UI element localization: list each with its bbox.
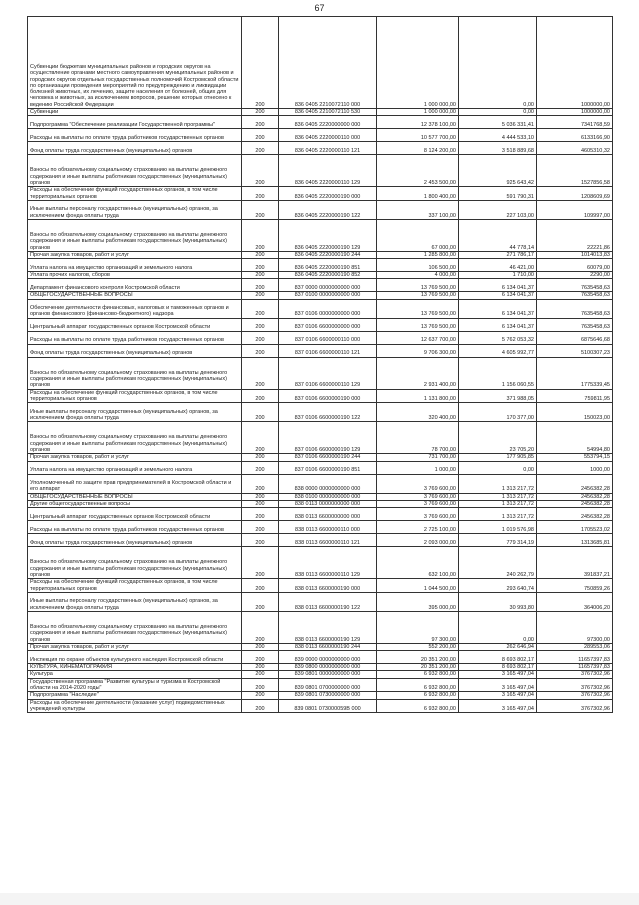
row-executed-amount-cell: 240 262,79 bbox=[459, 547, 537, 579]
table-row bbox=[28, 109, 613, 116]
row-name-cell: Взносы по обязательному социальному страхованию на выплаты денежного содержания и иные выплаты работникам государственных (муниципальных) органов bbox=[28, 155, 242, 187]
table-row bbox=[28, 259, 613, 272]
row-budget-code-cell: 839 0801 0730000000 000 bbox=[279, 692, 377, 699]
row-approved-amount-cell: 12 637 700,00 bbox=[377, 331, 459, 344]
row-remaining-amount-cell: 150023,00 bbox=[537, 403, 613, 422]
row-line-code-cell: 200 bbox=[242, 155, 279, 187]
table-row bbox=[28, 344, 613, 357]
row-budget-code-cell: 837 0106 6600000190 851 bbox=[279, 461, 377, 474]
row-executed-amount-cell: 0,00 bbox=[459, 17, 537, 109]
table-row bbox=[28, 318, 613, 331]
row-name-cell: Фонд оплаты труда государственных (муниципальных) органов bbox=[28, 142, 242, 155]
row-name-cell: Прочая закупка товаров, работ и услуг bbox=[28, 454, 242, 461]
table-row bbox=[28, 219, 613, 251]
row-remaining-amount-cell: 3767302,96 bbox=[537, 671, 613, 678]
row-executed-amount-cell: 44 778,14 bbox=[459, 219, 537, 251]
row-approved-amount-cell: 10 577 700,00 bbox=[377, 129, 459, 142]
row-name-cell: Уплата прочих налогов, сборов bbox=[28, 272, 242, 279]
row-executed-amount-cell: 46 421,00 bbox=[459, 259, 537, 272]
row-approved-amount-cell: 2 725 100,00 bbox=[377, 521, 459, 534]
row-budget-code-cell: 838 0113 6600000110 000 bbox=[279, 521, 377, 534]
row-remaining-amount-cell: 1313685,81 bbox=[537, 534, 613, 547]
row-line-code-cell: 200 bbox=[242, 547, 279, 579]
row-name-cell: Департамент финансового контроля Костромской области bbox=[28, 279, 242, 292]
row-executed-amount-cell: 0,00 bbox=[459, 611, 537, 643]
row-line-code-cell: 200 bbox=[242, 692, 279, 699]
row-line-code-cell: 200 bbox=[242, 389, 279, 403]
row-executed-amount-cell: 177 905,85 bbox=[459, 454, 537, 461]
row-executed-amount-cell: 5 036 331,41 bbox=[459, 116, 537, 129]
row-executed-amount-cell: 1 313 217,72 bbox=[459, 493, 537, 500]
table-row bbox=[28, 500, 613, 507]
row-name-cell: Расходы на выплаты по оплате труда работников государственных органов bbox=[28, 331, 242, 344]
row-name-cell: Иные выплаты персоналу государственных (муниципальных) органов, за исключением фонда оплаты труда bbox=[28, 200, 242, 219]
row-budget-code-cell: 836 0405 2220000190 851 bbox=[279, 259, 377, 272]
row-line-code-cell: 200 bbox=[242, 116, 279, 129]
row-approved-amount-cell: 13 769 500,00 bbox=[377, 292, 459, 299]
row-name-cell: Центральный аппарат государственных органов Костромской области bbox=[28, 318, 242, 331]
row-budget-code-cell: 839 0801 0700000000 000 bbox=[279, 678, 377, 692]
row-line-code-cell: 200 bbox=[242, 251, 279, 258]
row-executed-amount-cell: 4 605 992,77 bbox=[459, 344, 537, 357]
row-executed-amount-cell: 30 993,80 bbox=[459, 592, 537, 611]
row-approved-amount-cell: 4 000,00 bbox=[377, 272, 459, 279]
table-row bbox=[28, 403, 613, 422]
row-line-code-cell: 200 bbox=[242, 200, 279, 219]
row-executed-amount-cell: 23 705,20 bbox=[459, 422, 537, 454]
row-approved-amount-cell: 9 706 300,00 bbox=[377, 344, 459, 357]
row-remaining-amount-cell: 4605310,32 bbox=[537, 142, 613, 155]
row-approved-amount-cell: 3 769 600,00 bbox=[377, 493, 459, 500]
row-name-cell: Фонд оплаты труда государственных (муниципальных) органов bbox=[28, 534, 242, 547]
table-row bbox=[28, 664, 613, 671]
table-row bbox=[28, 643, 613, 650]
row-budget-code-cell: 836 0405 2210072110 530 bbox=[279, 109, 377, 116]
row-line-code-cell: 200 bbox=[242, 422, 279, 454]
row-remaining-amount-cell: 7635458,63 bbox=[537, 299, 613, 318]
row-remaining-amount-cell: 759811,95 bbox=[537, 389, 613, 403]
row-executed-amount-cell: 1 313 217,72 bbox=[459, 500, 537, 507]
row-budget-code-cell: 836 0405 2220000190 129 bbox=[279, 219, 377, 251]
row-approved-amount-cell: 552 200,00 bbox=[377, 643, 459, 650]
row-budget-code-cell: 836 0405 2220000110 121 bbox=[279, 142, 377, 155]
table-row bbox=[28, 461, 613, 474]
row-name-cell: Расходы на обеспечение функций государственных органов, в том числе территориальных органов bbox=[28, 389, 242, 403]
row-name-cell: Расходы на выплаты по оплате труда работников государственных органов bbox=[28, 521, 242, 534]
row-remaining-amount-cell: 60079,00 bbox=[537, 259, 613, 272]
row-line-code-cell: 200 bbox=[242, 219, 279, 251]
row-budget-code-cell: 836 0405 2220000190 000 bbox=[279, 187, 377, 201]
row-remaining-amount-cell: 2456382,28 bbox=[537, 474, 613, 493]
table-row bbox=[28, 155, 613, 187]
row-line-code-cell: 200 bbox=[242, 508, 279, 521]
row-budget-code-cell: 838 0113 6600000110 129 bbox=[279, 547, 377, 579]
row-line-code-cell: 200 bbox=[242, 331, 279, 344]
row-executed-amount-cell: 5 762 053,32 bbox=[459, 331, 537, 344]
row-executed-amount-cell: 1 019 576,98 bbox=[459, 521, 537, 534]
table-row bbox=[28, 678, 613, 692]
row-approved-amount-cell: 3 769 600,00 bbox=[377, 500, 459, 507]
budget-execution-table bbox=[27, 16, 613, 713]
row-approved-amount-cell: 8 124 200,00 bbox=[377, 142, 459, 155]
row-executed-amount-cell: 1 313 217,72 bbox=[459, 508, 537, 521]
row-remaining-amount-cell: 97300,00 bbox=[537, 611, 613, 643]
row-budget-code-cell: 836 0405 2220000190 122 bbox=[279, 200, 377, 219]
row-remaining-amount-cell: 1000000,00 bbox=[537, 109, 613, 116]
row-executed-amount-cell: 170 377,00 bbox=[459, 403, 537, 422]
table-row bbox=[28, 592, 613, 611]
table-row bbox=[28, 699, 613, 713]
row-approved-amount-cell: 1 044 500,00 bbox=[377, 579, 459, 593]
row-executed-amount-cell: 6 134 041,37 bbox=[459, 299, 537, 318]
row-remaining-amount-cell: 2456382,28 bbox=[537, 508, 613, 521]
row-name-cell: Взносы по обязательному социальному страхованию на выплаты денежного содержания и иные выплаты работникам государственных (муниципальных) органов bbox=[28, 357, 242, 389]
row-line-code-cell: 200 bbox=[242, 493, 279, 500]
table-row bbox=[28, 579, 613, 593]
row-name-cell: Взносы по обязательному социальному страхованию на выплаты денежного содержания и иные выплаты работникам государственных (муниципальных) органов bbox=[28, 547, 242, 579]
row-remaining-amount-cell: 22221,86 bbox=[537, 219, 613, 251]
table-body bbox=[28, 17, 613, 713]
row-executed-amount-cell: 591 790,31 bbox=[459, 187, 537, 201]
row-name-cell: Уплата налога на имущество организаций и земельного налога bbox=[28, 259, 242, 272]
row-line-code-cell: 200 bbox=[242, 579, 279, 593]
row-approved-amount-cell: 12 378 100,00 bbox=[377, 116, 459, 129]
row-name-cell: Культура bbox=[28, 671, 242, 678]
table-row bbox=[28, 200, 613, 219]
row-remaining-amount-cell: 3767302,96 bbox=[537, 678, 613, 692]
row-remaining-amount-cell: 2290,00 bbox=[537, 272, 613, 279]
row-executed-amount-cell: 1 710,00 bbox=[459, 272, 537, 279]
row-budget-code-cell: 837 0106 6600000190 122 bbox=[279, 403, 377, 422]
row-executed-amount-cell: 3 165 497,04 bbox=[459, 699, 537, 713]
row-line-code-cell: 200 bbox=[242, 500, 279, 507]
row-budget-code-cell: 837 0106 0000000000 000 bbox=[279, 299, 377, 318]
row-budget-code-cell: 839 0000 0000000000 000 bbox=[279, 651, 377, 664]
row-executed-amount-cell: 6 134 041,37 bbox=[459, 279, 537, 292]
row-approved-amount-cell: 320 400,00 bbox=[377, 403, 459, 422]
row-remaining-amount-cell: 553794,15 bbox=[537, 454, 613, 461]
row-line-code-cell: 200 bbox=[242, 678, 279, 692]
row-line-code-cell: 200 bbox=[242, 454, 279, 461]
row-budget-code-cell: 837 0106 6600000110 121 bbox=[279, 344, 377, 357]
row-approved-amount-cell: 20 351 200,00 bbox=[377, 664, 459, 671]
row-line-code-cell: 200 bbox=[242, 534, 279, 547]
row-remaining-amount-cell: 7635458,63 bbox=[537, 318, 613, 331]
row-line-code-cell: 200 bbox=[242, 259, 279, 272]
row-name-cell: Иные выплаты персоналу государственных (муниципальных) органов, за исключением фонда оплаты труда bbox=[28, 592, 242, 611]
row-approved-amount-cell: 337 100,00 bbox=[377, 200, 459, 219]
row-executed-amount-cell: 0,00 bbox=[459, 461, 537, 474]
row-executed-amount-cell: 4 444 533,10 bbox=[459, 129, 537, 142]
row-line-code-cell: 200 bbox=[242, 17, 279, 109]
row-budget-code-cell: 837 0106 6600000000 000 bbox=[279, 318, 377, 331]
row-approved-amount-cell: 395 000,00 bbox=[377, 592, 459, 611]
table-row bbox=[28, 331, 613, 344]
row-name-cell: Взносы по обязательному социальному страхованию на выплаты денежного содержания и иные выплаты работникам государственных (муниципальных) органов bbox=[28, 422, 242, 454]
row-name-cell: КУЛЬТУРА, КИНЕМАТОГРАФИЯ bbox=[28, 664, 242, 671]
table-row bbox=[28, 17, 613, 109]
row-executed-amount-cell: 8 693 802,17 bbox=[459, 664, 537, 671]
row-name-cell: Подпрограмма "Обеспечение реализации Государственной программы" bbox=[28, 116, 242, 129]
row-line-code-cell: 200 bbox=[242, 279, 279, 292]
row-approved-amount-cell: 731 700,00 bbox=[377, 454, 459, 461]
row-budget-code-cell: 839 0800 0000000000 000 bbox=[279, 664, 377, 671]
row-remaining-amount-cell: 5100307,23 bbox=[537, 344, 613, 357]
table-row bbox=[28, 547, 613, 579]
row-budget-code-cell: 837 0106 6600000190 129 bbox=[279, 422, 377, 454]
row-approved-amount-cell: 1 000 000,00 bbox=[377, 109, 459, 116]
row-name-cell: Взносы по обязательному социальному страхованию на выплаты денежного содержания и иные выплаты работникам государственных (муниципальных) органов bbox=[28, 219, 242, 251]
row-executed-amount-cell: 1 313 217,72 bbox=[459, 474, 537, 493]
row-name-cell: Субвенции bbox=[28, 109, 242, 116]
row-executed-amount-cell: 6 134 041,37 bbox=[459, 318, 537, 331]
row-budget-code-cell: 838 0113 6600000190 122 bbox=[279, 592, 377, 611]
row-line-code-cell: 200 bbox=[242, 292, 279, 299]
row-budget-code-cell: 838 0113 6600000190 129 bbox=[279, 611, 377, 643]
row-line-code-cell: 200 bbox=[242, 699, 279, 713]
row-remaining-amount-cell: 6133166,90 bbox=[537, 129, 613, 142]
table-row bbox=[28, 493, 613, 500]
row-remaining-amount-cell: 1000,00 bbox=[537, 461, 613, 474]
row-line-code-cell: 200 bbox=[242, 474, 279, 493]
table-row bbox=[28, 422, 613, 454]
row-approved-amount-cell: 1 285 800,00 bbox=[377, 251, 459, 258]
row-executed-amount-cell: 1 156 060,55 bbox=[459, 357, 537, 389]
row-remaining-amount-cell: 1014013,83 bbox=[537, 251, 613, 258]
row-remaining-amount-cell: 54994,80 bbox=[537, 422, 613, 454]
row-line-code-cell: 200 bbox=[242, 611, 279, 643]
row-budget-code-cell: 836 0405 2220000000 000 bbox=[279, 116, 377, 129]
row-budget-code-cell: 838 0000 0000000000 000 bbox=[279, 474, 377, 493]
row-budget-code-cell: 837 0100 0000000000 000 bbox=[279, 292, 377, 299]
row-remaining-amount-cell: 1775339,45 bbox=[537, 357, 613, 389]
row-approved-amount-cell: 13 769 500,00 bbox=[377, 279, 459, 292]
row-approved-amount-cell: 6 932 800,00 bbox=[377, 671, 459, 678]
row-name-cell: ОБЩЕГОСУДАРСТВЕННЫЕ ВОПРОСЫ bbox=[28, 493, 242, 500]
row-budget-code-cell: 837 0106 6600000110 000 bbox=[279, 331, 377, 344]
table-row bbox=[28, 611, 613, 643]
row-remaining-amount-cell: 11657397,83 bbox=[537, 664, 613, 671]
row-remaining-amount-cell: 750859,26 bbox=[537, 579, 613, 593]
row-remaining-amount-cell: 11657397,83 bbox=[537, 651, 613, 664]
row-budget-code-cell: 839 0801 073000059В 000 bbox=[279, 699, 377, 713]
row-line-code-cell: 200 bbox=[242, 344, 279, 357]
row-approved-amount-cell: 6 932 800,00 bbox=[377, 692, 459, 699]
row-name-cell: Расходы на обеспечение функций государственных органов, в том числе территориальных органов bbox=[28, 579, 242, 593]
row-remaining-amount-cell: 3767302,96 bbox=[537, 699, 613, 713]
row-remaining-amount-cell: 1000000,00 bbox=[537, 17, 613, 109]
row-executed-amount-cell: 293 640,74 bbox=[459, 579, 537, 593]
row-name-cell: Обеспечение деятельности финансовых, налоговых и таможенных органов и органов финансового (финансово-бюджетного) надзора bbox=[28, 299, 242, 318]
row-budget-code-cell: 838 0100 0000000000 000 bbox=[279, 493, 377, 500]
row-executed-amount-cell: 262 646,94 bbox=[459, 643, 537, 650]
table-row bbox=[28, 692, 613, 699]
row-approved-amount-cell: 78 700,00 bbox=[377, 422, 459, 454]
row-budget-code-cell: 838 0113 0000000000 000 bbox=[279, 500, 377, 507]
row-remaining-amount-cell: 7341768,59 bbox=[537, 116, 613, 129]
row-name-cell: Фонд оплаты труда государственных (муниципальных) органов bbox=[28, 344, 242, 357]
table-row bbox=[28, 272, 613, 279]
row-approved-amount-cell: 6 932 800,00 bbox=[377, 699, 459, 713]
row-line-code-cell: 200 bbox=[242, 664, 279, 671]
table-row bbox=[28, 129, 613, 142]
row-line-code-cell: 200 bbox=[242, 357, 279, 389]
scan-bottom-margin bbox=[0, 893, 639, 905]
row-line-code-cell: 200 bbox=[242, 318, 279, 331]
table-row bbox=[28, 534, 613, 547]
row-remaining-amount-cell: 1705523,02 bbox=[537, 521, 613, 534]
table-row bbox=[28, 389, 613, 403]
row-approved-amount-cell: 2 931 400,00 bbox=[377, 357, 459, 389]
row-remaining-amount-cell: 1208609,69 bbox=[537, 187, 613, 201]
row-approved-amount-cell: 3 769 600,00 bbox=[377, 508, 459, 521]
row-executed-amount-cell: 3 165 497,04 bbox=[459, 692, 537, 699]
row-name-cell: Расходы на обеспечение деятельности (оказание услуг) подведомственных учреждений культуры bbox=[28, 699, 242, 713]
row-budget-code-cell: 837 0106 6600000190 244 bbox=[279, 454, 377, 461]
row-budget-code-cell: 838 0113 6600000190 244 bbox=[279, 643, 377, 650]
row-approved-amount-cell: 67 000,00 bbox=[377, 219, 459, 251]
row-approved-amount-cell: 3 769 600,00 bbox=[377, 474, 459, 493]
row-line-code-cell: 200 bbox=[242, 521, 279, 534]
row-executed-amount-cell: 925 643,42 bbox=[459, 155, 537, 187]
row-approved-amount-cell: 1 000 000,00 bbox=[377, 17, 459, 109]
row-executed-amount-cell: 271 786,17 bbox=[459, 251, 537, 258]
row-line-code-cell: 200 bbox=[242, 129, 279, 142]
row-name-cell: ОБЩЕГОСУДАРСТВЕННЫЕ ВОПРОСЫ bbox=[28, 292, 242, 299]
row-remaining-amount-cell: 2456382,28 bbox=[537, 500, 613, 507]
table-row bbox=[28, 187, 613, 201]
row-name-cell: Взносы по обязательному социальному страхованию на выплаты денежного содержания и иные выплаты работникам государственных (муниципальных) органов bbox=[28, 611, 242, 643]
row-approved-amount-cell: 632 100,00 bbox=[377, 547, 459, 579]
row-approved-amount-cell: 1 000,00 bbox=[377, 461, 459, 474]
row-line-code-cell: 200 bbox=[242, 299, 279, 318]
row-remaining-amount-cell: 109997,00 bbox=[537, 200, 613, 219]
row-line-code-cell: 200 bbox=[242, 403, 279, 422]
row-approved-amount-cell: 13 769 500,00 bbox=[377, 299, 459, 318]
row-name-cell: Прочая закупка товаров, работ и услуг bbox=[28, 643, 242, 650]
table-row bbox=[28, 299, 613, 318]
row-budget-code-cell: 836 0405 2210072110 000 bbox=[279, 17, 377, 109]
row-executed-amount-cell: 227 103,00 bbox=[459, 200, 537, 219]
row-line-code-cell: 200 bbox=[242, 643, 279, 650]
row-remaining-amount-cell: 7635458,63 bbox=[537, 279, 613, 292]
row-executed-amount-cell: 3 165 497,04 bbox=[459, 678, 537, 692]
row-budget-code-cell: 836 0405 2220000190 244 bbox=[279, 251, 377, 258]
row-remaining-amount-cell: 7635458,63 bbox=[537, 292, 613, 299]
row-budget-code-cell: 837 0106 6600000110 129 bbox=[279, 357, 377, 389]
row-remaining-amount-cell: 2456382,28 bbox=[537, 493, 613, 500]
row-name-cell: Подпрограмма "Наследие" bbox=[28, 692, 242, 699]
row-name-cell: Уплата налога на имущество организаций и земельного налога bbox=[28, 461, 242, 474]
row-line-code-cell: 200 bbox=[242, 671, 279, 678]
row-remaining-amount-cell: 364006,20 bbox=[537, 592, 613, 611]
row-budget-code-cell: 839 0801 0000000000 000 bbox=[279, 671, 377, 678]
row-remaining-amount-cell: 1527856,58 bbox=[537, 155, 613, 187]
table-row bbox=[28, 454, 613, 461]
row-executed-amount-cell: 0,00 bbox=[459, 109, 537, 116]
table-row bbox=[28, 251, 613, 258]
table-row bbox=[28, 521, 613, 534]
row-approved-amount-cell: 2 453 500,00 bbox=[377, 155, 459, 187]
row-line-code-cell: 200 bbox=[242, 142, 279, 155]
row-approved-amount-cell: 13 769 500,00 bbox=[377, 318, 459, 331]
row-line-code-cell: 200 bbox=[242, 272, 279, 279]
row-remaining-amount-cell: 3767302,96 bbox=[537, 692, 613, 699]
row-approved-amount-cell: 1 131 800,00 bbox=[377, 389, 459, 403]
row-executed-amount-cell: 779 314,19 bbox=[459, 534, 537, 547]
table-row bbox=[28, 279, 613, 292]
page-number: 67 bbox=[314, 3, 325, 13]
row-budget-code-cell: 836 0405 2220000110 000 bbox=[279, 129, 377, 142]
row-name-cell: Государственная программа "Развитие культуры и туризма в Костромской области на 2014-2020 годы" bbox=[28, 678, 242, 692]
row-name-cell: Иные выплаты персоналу государственных (муниципальных) органов, за исключением фонда оплаты труда bbox=[28, 403, 242, 422]
row-line-code-cell: 200 bbox=[242, 592, 279, 611]
table-row bbox=[28, 116, 613, 129]
row-line-code-cell: 200 bbox=[242, 109, 279, 116]
row-name-cell: Уполномоченный по защите прав предпринимателей в Костромской области и его аппарат bbox=[28, 474, 242, 493]
table-row bbox=[28, 142, 613, 155]
row-name-cell: Инспекция по охране объектов культурного наследия Костромской области bbox=[28, 651, 242, 664]
row-budget-code-cell: 838 0113 6600000190 000 bbox=[279, 579, 377, 593]
row-budget-code-cell: 838 0113 6600000110 121 bbox=[279, 534, 377, 547]
table-row bbox=[28, 292, 613, 299]
row-line-code-cell: 200 bbox=[242, 651, 279, 664]
table-row bbox=[28, 671, 613, 678]
row-executed-amount-cell: 6 134 041,37 bbox=[459, 292, 537, 299]
row-name-cell: Другие общегосударственные вопросы bbox=[28, 500, 242, 507]
row-executed-amount-cell: 371 988,05 bbox=[459, 389, 537, 403]
row-name-cell: Субвенции бюджетам муниципальных районов и городских округов на осуществление органами местного самоуправления муниципальных районов и городских округов отдельных государственных полномочий Костромской области по организации проведения мероприятий по предупреждению и ликвидации болезней животных, их лечению, защите населения от болезней, общих для человека и животных, за исключением вопросов, решение которых отнесено к ведению Российской Федерации bbox=[28, 17, 242, 109]
row-line-code-cell: 200 bbox=[242, 461, 279, 474]
row-remaining-amount-cell: 289553,06 bbox=[537, 643, 613, 650]
row-name-cell: Расходы на обеспечение функций государственных органов, в том числе территориальных органов bbox=[28, 187, 242, 201]
row-budget-code-cell: 838 0113 6600000000 000 bbox=[279, 508, 377, 521]
row-line-code-cell: 200 bbox=[242, 187, 279, 201]
row-executed-amount-cell: 3 518 889,68 bbox=[459, 142, 537, 155]
row-budget-code-cell: 836 0405 2220000110 129 bbox=[279, 155, 377, 187]
row-budget-code-cell: 836 0405 2220000190 852 bbox=[279, 272, 377, 279]
row-approved-amount-cell: 20 351 200,00 bbox=[377, 651, 459, 664]
row-budget-code-cell: 837 0000 0000000000 000 bbox=[279, 279, 377, 292]
row-budget-code-cell: 837 0106 6600000190 000 bbox=[279, 389, 377, 403]
row-approved-amount-cell: 1 800 400,00 bbox=[377, 187, 459, 201]
row-remaining-amount-cell: 391837,21 bbox=[537, 547, 613, 579]
row-remaining-amount-cell: 6875646,68 bbox=[537, 331, 613, 344]
table-row bbox=[28, 357, 613, 389]
row-approved-amount-cell: 2 093 000,00 bbox=[377, 534, 459, 547]
row-approved-amount-cell: 97 300,00 bbox=[377, 611, 459, 643]
row-executed-amount-cell: 8 693 802,17 bbox=[459, 651, 537, 664]
table-row bbox=[28, 508, 613, 521]
row-approved-amount-cell: 106 500,00 bbox=[377, 259, 459, 272]
row-approved-amount-cell: 6 932 800,00 bbox=[377, 678, 459, 692]
row-name-cell: Центральный аппарат государственных органов Костромской области bbox=[28, 508, 242, 521]
table-row bbox=[28, 651, 613, 664]
table-row bbox=[28, 474, 613, 493]
row-name-cell: Прочая закупка товаров, работ и услуг bbox=[28, 251, 242, 258]
row-name-cell: Расходы на выплаты по оплате труда работников государственных органов bbox=[28, 129, 242, 142]
row-executed-amount-cell: 3 165 497,04 bbox=[459, 671, 537, 678]
